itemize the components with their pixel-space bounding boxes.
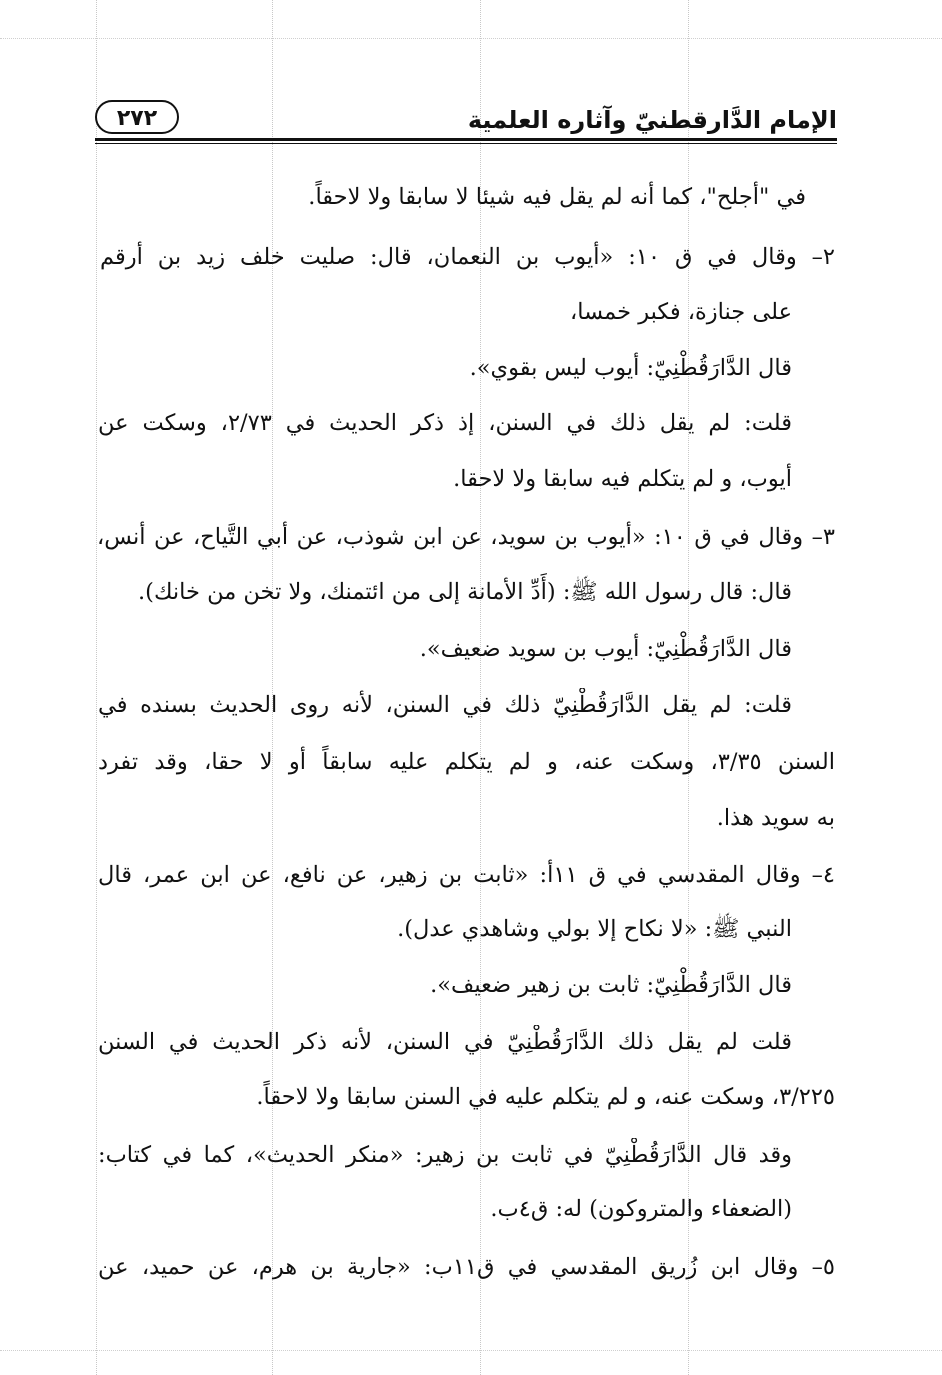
text-line: في "أجلح"، كما أنه لم يقل فيه شيئا لا سابقا ولا لاحقاً.	[308, 184, 806, 210]
text-line: قال: قال رسول الله ﷺ: (أَدِّ الأمانة إلى من ائتمنك، ولا تخن من خانك).	[138, 579, 792, 605]
text-line: ٣– وقال في ق ١٠: «أيوب بن سويد، عن ابن شوذب، عن أبي التَّياح، عن أنس،	[97, 524, 835, 550]
text-line: قلت: لم يقل ذلك في السنن، إذ ذكر الحديث في ٢/٧٣، وسكت عن	[98, 410, 792, 436]
text-line: قلت لم يقل ذلك الدَّارَقُطْنِيّ في السنن، لأنه ذكر الحديث في السنن	[98, 1029, 792, 1055]
text-line: ٤– وقال المقدسي في ق ١١أ: «ثابت بن زهير، عن نافع، عن ابن عمر، قال	[98, 862, 835, 888]
text-line: ٥– وقال ابن زُريق المقدسي في ق١١ب: «جارية بن هرم، عن حميد، عن	[98, 1254, 835, 1280]
text-line: به سويد هذا.	[716, 805, 835, 831]
scan-guide-line	[96, 0, 97, 1375]
text-line: قال الدَّارَقُطْنِيّ: ثابت بن زهير ضعيف».	[430, 972, 792, 998]
page-header	[95, 98, 837, 146]
scan-guide-line	[0, 1350, 942, 1351]
text-line: قلت: لم يقل الدَّارَقُطْنِيّ ذلك في السنن، لأنه روى الحديث بسنده في	[98, 692, 792, 718]
text-line: وقد قال الدَّارَقُطْنِيّ في ثابت بن زهير: «منكر الحديث»، كما في كتاب:	[98, 1142, 792, 1168]
text-line: أيوب، و لم يتكلم فيه سابقا ولا لاحقا.	[453, 466, 792, 492]
page-number-badge: ٢٧٢	[95, 100, 179, 134]
text-line: ٣/٢٢٥، وسكت عنه، و لم يتكلم عليه في السنن سابقا ولا لاحقاً.	[256, 1084, 835, 1110]
running-title: الإمام الدَّارقطنيّ وآثاره العلمية	[467, 106, 837, 134]
text-line: على جنازة، فكبر خمسا،	[569, 299, 792, 325]
scan-guide-line	[0, 38, 942, 39]
header-rule	[95, 138, 837, 141]
text-line: السنن ٣/٣٥، وسكت عنه، و لم يتكلم عليه سابقاً أو لا حقا، وقد تفرد	[98, 749, 835, 775]
text-line: (الضعفاء والمتروكون) له: ق٤ب.	[490, 1196, 792, 1222]
text-line: قال الدَّارَقُطْنِيّ: أيوب بن سويد ضعيف».	[419, 636, 792, 662]
text-line: ٢– وقال في ق ١٠: «أيوب بن النعمان، قال: صليت خلف زيد بن أرقم	[100, 244, 835, 270]
text-line: قال الدَّارَقُطْنِيّ: أيوب ليس بقوي».	[469, 355, 792, 381]
text-line: النبي ﷺ: «لا نكاح إلا بولي وشاهدي عدل).	[397, 916, 792, 942]
header-rule-thin	[95, 143, 837, 144]
